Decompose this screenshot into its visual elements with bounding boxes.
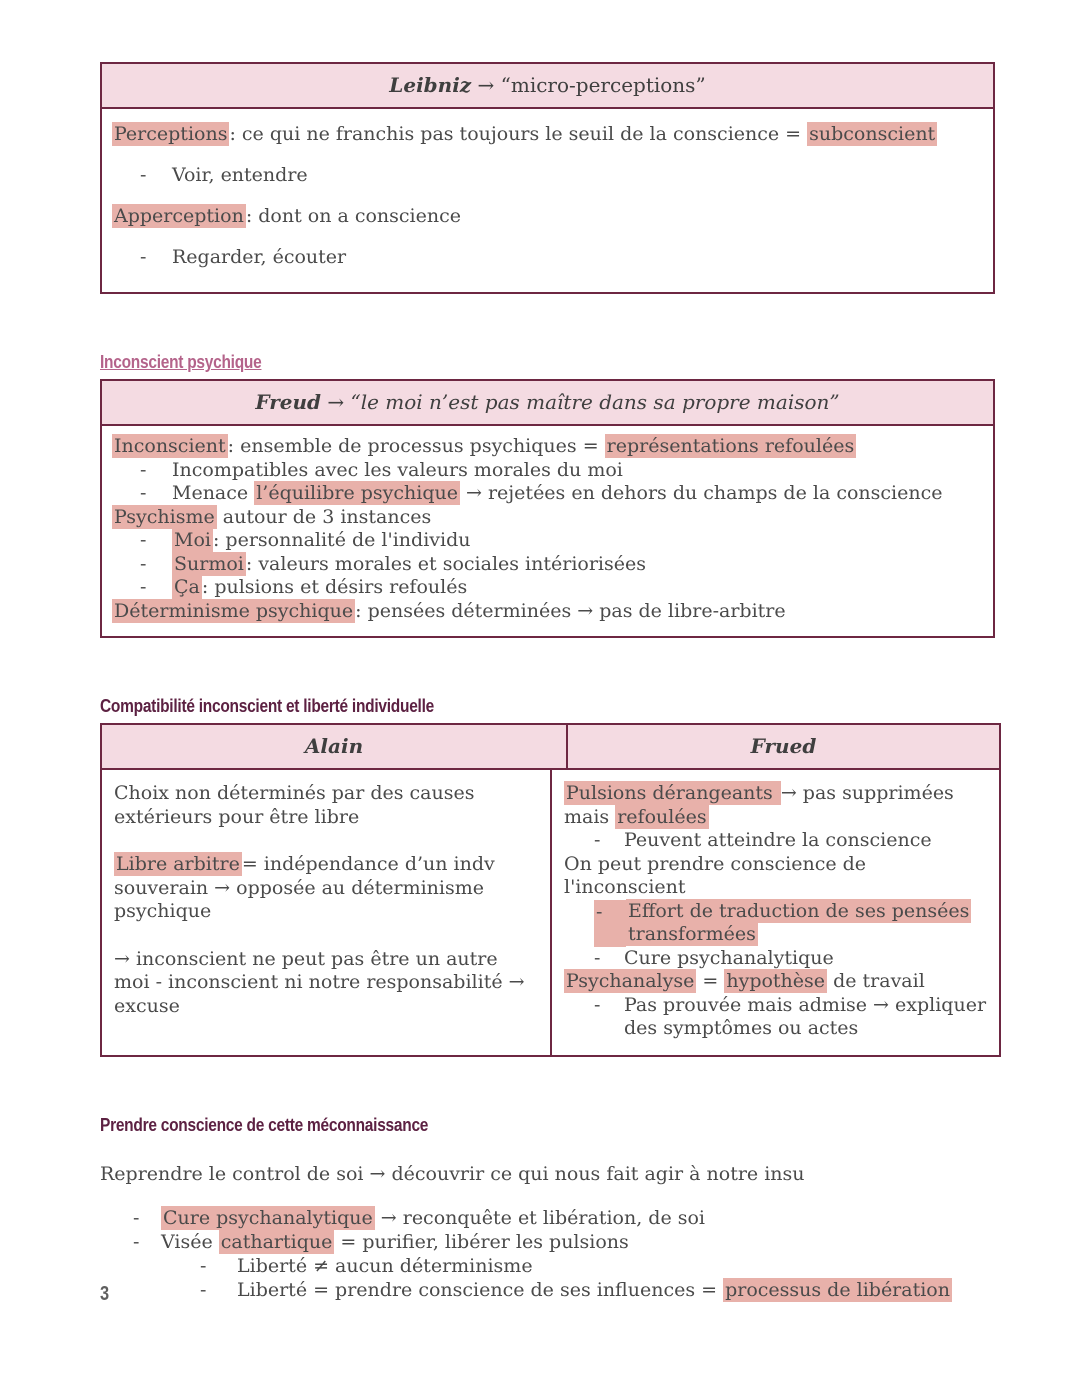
- text-line: [624, 994, 987, 1041]
- text-segment: Moi: [174, 529, 211, 551]
- compat-table-body-row: [102, 770, 999, 1055]
- text-row: [112, 529, 983, 553]
- bullet-dash: -: [594, 829, 601, 851]
- compat-table-header-row: [102, 725, 999, 770]
- text-segment: Psychanalyse: [566, 970, 695, 992]
- text-segment: Effort de traduction de ses pensées transformées: [628, 899, 970, 945]
- text-segment: Surmoi: [174, 552, 244, 575]
- compat-column-title-alain: Alain: [102, 725, 568, 768]
- bullet-dash: -: [140, 246, 147, 268]
- bullet-dash: -: [594, 900, 626, 947]
- text-segment: représentations refoulées: [606, 435, 855, 457]
- text-segment: Inconscient: [114, 435, 226, 457]
- bullet-dash: -: [140, 482, 147, 504]
- text-line: [172, 529, 983, 553]
- compat-cell-alain: [102, 770, 552, 1055]
- text-segment: On peut prendre conscience de l'inconscient: [564, 852, 867, 898]
- text-line: [112, 122, 937, 146]
- text-segment: Leibniz: [389, 73, 472, 97]
- text-segment: Freud: [255, 390, 321, 414]
- text-row: [112, 506, 983, 530]
- text-segment: processus de libération: [725, 1278, 950, 1301]
- leibniz-table-header: [102, 64, 993, 109]
- text-line: [112, 204, 461, 228]
- text-line: [624, 947, 987, 971]
- page-content: [100, 0, 1005, 1302]
- bullet-dash: -: [140, 552, 147, 575]
- bullet-dash: -: [133, 1230, 140, 1253]
- text-segment: Apperception: [114, 205, 244, 227]
- text-row: [564, 782, 987, 829]
- text-segment: Perceptions: [114, 123, 228, 145]
- meconnaissance-intro: [100, 1162, 1005, 1186]
- text-segment: hypothèse: [726, 970, 826, 992]
- leibniz-table-body: [102, 109, 993, 292]
- bullet-dash: -: [200, 1278, 207, 1301]
- text-row: [112, 245, 983, 269]
- text-row: [112, 553, 983, 577]
- text-row: [112, 459, 983, 483]
- text-row: [564, 994, 987, 1041]
- text-segment: refoulées: [617, 805, 707, 828]
- text-row: [564, 970, 987, 994]
- text-row: [100, 1230, 1005, 1254]
- bullet-dash: -: [133, 1206, 140, 1229]
- text-segment: : ce qui ne franchis pas toujours le seuil de la conscience =: [229, 123, 808, 145]
- text-row: [112, 204, 983, 228]
- compat-cell-frued-text: [552, 770, 999, 1055]
- text-segment: Cure psychanalytique: [624, 946, 834, 969]
- text-row: [100, 1206, 1005, 1230]
- page-number: 3: [100, 1283, 110, 1305]
- text-line: [114, 782, 475, 828]
- text-segment: cathartique: [220, 1230, 333, 1253]
- section-heading-compatibilite: Compatibilité inconscient et liberté individuelle: [100, 696, 435, 716]
- text-segment: Cure psychanalytique: [163, 1206, 373, 1229]
- text-row: [564, 900, 987, 947]
- bullet-dash: -: [140, 576, 147, 598]
- bullet-dash: -: [140, 458, 147, 481]
- section-heading-inconscient-psychique: Inconscient psychique: [100, 352, 262, 372]
- text-segment: Déterminisme psychique: [114, 599, 354, 622]
- freud-table: [100, 379, 995, 638]
- compat-cell-frued: [552, 770, 999, 1055]
- text-line: [114, 852, 495, 922]
- text-segment: Reprendre le control de soi → découvrir ce qui nous fait agir à notre insu: [100, 1162, 805, 1185]
- text-row: [100, 1278, 1005, 1302]
- text-segment: Liberté ≠ aucun déterminisme: [237, 1254, 533, 1277]
- text-line: [112, 599, 786, 623]
- compat-table: [100, 723, 1001, 1057]
- text-line: [172, 245, 983, 269]
- text-line: [624, 829, 987, 853]
- text-segment: Ça: [174, 576, 200, 598]
- text-line: [161, 1206, 1005, 1230]
- text-segment: l’équilibre psychique: [256, 482, 458, 504]
- text-segment: = purifier, libérer les pulsions: [334, 1230, 629, 1253]
- text-row: [564, 947, 987, 971]
- text-segment: → inconscient ne peut pas être un autre moi - inconscient ni notre responsabilité → excuse: [114, 947, 525, 1017]
- text-row: [112, 122, 983, 146]
- text-row: [100, 1254, 1005, 1278]
- text-segment: =: [696, 970, 725, 992]
- text-segment: : valeurs morales et sociales intériorisées: [245, 552, 646, 575]
- text-segment: : pulsions et désirs refoulés: [201, 576, 468, 598]
- text-segment: → “micro-perceptions”: [471, 73, 706, 97]
- text-segment: Choix non déterminés par des causes extérieurs pour être libre: [114, 782, 475, 828]
- text-segment: Incompatibles avec les valeurs morales du moi: [172, 458, 623, 481]
- bullet-dash: -: [594, 946, 601, 969]
- text-line: [172, 576, 983, 600]
- bullet-dash: -: [594, 993, 601, 1016]
- text-line: [564, 853, 866, 899]
- text-segment: : personnalité de l'individu: [212, 529, 471, 551]
- text-segment: Liberté = prendre conscience de ses influences =: [237, 1278, 724, 1301]
- text-segment: subconscient: [809, 123, 936, 145]
- text-segment: → reconquête et libération, de soi: [374, 1206, 706, 1229]
- bullet-dash: -: [140, 164, 147, 186]
- text-row: [112, 482, 983, 506]
- text-row: [112, 576, 983, 600]
- text-segment: →: [320, 390, 351, 414]
- text-row: [112, 435, 983, 459]
- text-line: [161, 1230, 1005, 1254]
- text-segment: → pas supprimées mais: [564, 782, 954, 828]
- text-line: [237, 1278, 1005, 1302]
- text-line: [112, 505, 431, 529]
- text-line: [626, 900, 987, 947]
- text-segment: “le moi n’est pas maître dans sa propre maison”: [350, 390, 840, 414]
- text-segment: → rejetées en dehors du champs de la conscience: [459, 482, 943, 504]
- text-segment: Pulsions dérangeants: [566, 782, 779, 804]
- bullet-dash: -: [140, 529, 147, 551]
- text-line: [172, 482, 983, 506]
- text-segment: = indépendance d’un indv souverain → opposée au déterminisme psychique: [114, 853, 495, 922]
- text-segment: : dont on a conscience: [245, 205, 462, 227]
- leibniz-table: [100, 62, 995, 294]
- text-segment: Visée: [161, 1230, 219, 1253]
- text-row: [114, 782, 538, 829]
- text-segment: Voir, entendre: [172, 164, 308, 186]
- text-segment: Peuvent atteindre la conscience: [624, 829, 932, 851]
- text-segment: : pensées déterminées → pas de libre-arbitre: [355, 599, 786, 622]
- text-line: [564, 781, 954, 829]
- text-segment: Libre arbitre: [116, 853, 240, 875]
- compat-column-title-frued: Frued: [750, 734, 817, 758]
- meconnaissance-bullets: [100, 1206, 1005, 1302]
- text-line: [172, 163, 983, 187]
- freud-table-header: [102, 381, 993, 426]
- text-line: [564, 969, 925, 993]
- bullet-dash: -: [200, 1254, 207, 1277]
- text-row: [114, 948, 538, 1019]
- text-line: [172, 553, 983, 577]
- text-segment: Menace: [172, 482, 255, 504]
- text-row: [112, 163, 983, 187]
- text-line: [112, 434, 856, 458]
- section-heading-meconnaissance: Prendre conscience de cette méconnaissance: [100, 1114, 429, 1135]
- text-segment: Regarder, écouter: [172, 246, 347, 268]
- text-row: [114, 853, 538, 924]
- compat-cell-alain-text: [102, 770, 550, 1032]
- text-line: [172, 459, 983, 483]
- text-line: [114, 948, 525, 1017]
- text-segment: : ensemble de processus psychiques =: [227, 435, 605, 457]
- text-segment: de travail: [827, 970, 925, 992]
- text-segment: Pas prouvée mais admise → expliquer des symptômes ou actes: [624, 993, 987, 1039]
- text-segment: Psychisme: [114, 505, 215, 528]
- text-row: [564, 853, 987, 900]
- text-line: [237, 1254, 1005, 1278]
- text-row: [112, 600, 983, 624]
- text-segment: autour de 3 instances: [216, 505, 432, 528]
- freud-table-body: [102, 426, 993, 636]
- text-row: [564, 829, 987, 853]
